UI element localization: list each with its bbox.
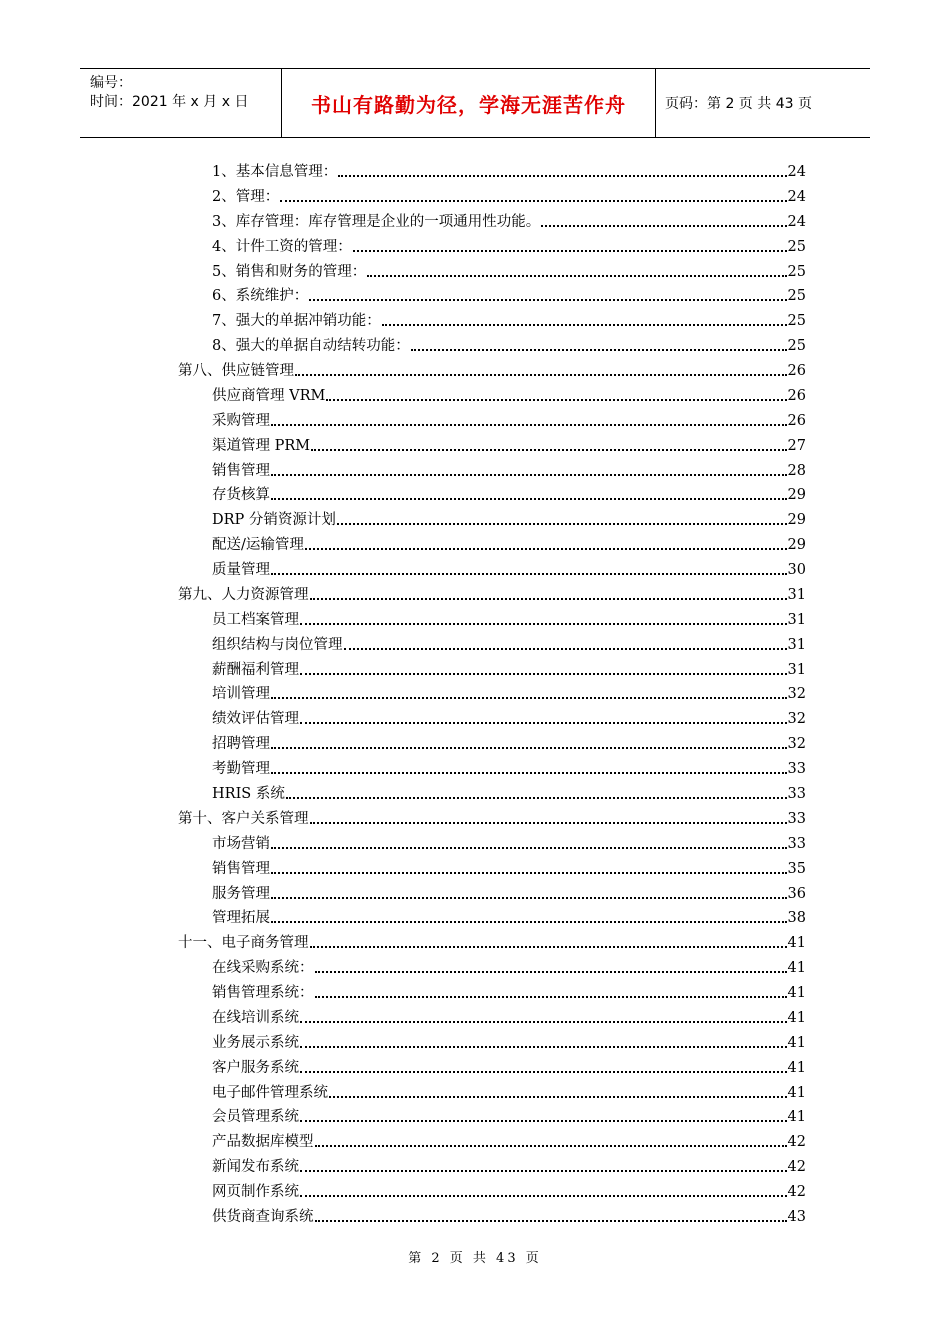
toc-leader-dots: [300, 1170, 787, 1172]
toc-entry-title: 销售管理: [212, 462, 270, 479]
toc-entry-title: 7、强大的单据冲销功能：: [212, 313, 381, 330]
toc-entry-page: 32: [787, 736, 806, 753]
toc-entry-title: 采购管理: [212, 412, 270, 429]
toc-entry-title: 在线培训系统: [212, 1009, 299, 1026]
toc-entry-page: 31: [787, 661, 806, 678]
toc-entry-title: 薪酬福利管理: [212, 661, 299, 678]
toc-entry[interactable]: [212, 978, 806, 1002]
toc-entry[interactable]: [178, 356, 806, 380]
toc-entry[interactable]: [212, 1028, 806, 1052]
toc-leader-dots: [338, 175, 786, 177]
toc-entry-title: 1、基本信息管理：: [212, 164, 338, 180]
toc-leader-dots: [280, 200, 786, 202]
toc-entry[interactable]: [212, 1177, 806, 1201]
toc-entry[interactable]: [212, 1078, 806, 1102]
toc-leader-dots: [271, 498, 787, 500]
toc-entry-page: 24: [787, 164, 806, 180]
toc-entry-title: 会员管理系统: [212, 1109, 299, 1126]
toc-entry[interactable]: [178, 580, 806, 604]
toc-entry-page: 32: [787, 711, 806, 728]
toc-entry[interactable]: [212, 754, 806, 778]
toc-entry-page: 41: [787, 1109, 806, 1126]
toc-entry-page: 25: [787, 338, 806, 355]
toc-entry-title: HRIS 系统: [212, 786, 285, 802]
toc-leader-dots: [541, 225, 786, 227]
toc-leader-dots: [271, 872, 787, 874]
header-motto: 书山有路勤为径，学海无涯苦作舟: [311, 92, 626, 117]
toc-entry-page: 42: [787, 1184, 806, 1201]
toc-entry-title: 供应商管理 VRM: [212, 387, 326, 404]
toc-leader-dots: [300, 1195, 787, 1197]
toc-entry-title: 业务展示系统: [212, 1034, 299, 1051]
toc-leader-dots: [300, 1021, 787, 1023]
toc-leader-dots: [367, 275, 786, 277]
toc-leader-dots: [353, 250, 787, 252]
toc-leader-dots: [310, 822, 787, 824]
toc-entry-title: 供货商查询系统: [212, 1208, 314, 1225]
toc-leader-dots: [315, 1220, 787, 1222]
toc-entry-title: 客户服务系统: [212, 1059, 299, 1076]
toc-entry[interactable]: [212, 903, 806, 927]
toc-entry-title: 渠道管理 PRM: [212, 437, 311, 454]
toc-entry-title: 存货核算: [212, 487, 270, 504]
toc-entry-page: 29: [787, 487, 806, 504]
toc-entry-title: 第八、供应链管理: [178, 363, 294, 380]
toc-entry[interactable]: [212, 854, 806, 878]
toc-entry-title: 市场营销: [212, 835, 270, 852]
toc-entry-title: 组织结构与岗位管理: [212, 636, 343, 653]
toc-entry-title: 第十、客户关系管理: [178, 810, 309, 827]
toc-leader-dots: [326, 399, 786, 401]
toc-entry[interactable]: [212, 655, 806, 679]
toc-entry[interactable]: [212, 1202, 806, 1226]
toc-leader-dots: [271, 573, 787, 575]
toc-entry[interactable]: [212, 1127, 806, 1151]
toc-leader-dots: [300, 623, 787, 625]
toc-entry-page: 25: [787, 263, 806, 280]
toc-leader-dots: [315, 996, 787, 998]
page-header: [80, 68, 870, 138]
toc-entry-title: 产品数据库模型: [212, 1134, 314, 1151]
toc-entry[interactable]: [212, 1102, 806, 1126]
toc-entry[interactable]: [212, 630, 806, 654]
toc-entry-title: 销售管理: [212, 860, 270, 877]
toc-entry-title: 6、系统维护：: [212, 288, 309, 305]
toc-entry[interactable]: [212, 953, 806, 977]
toc-entry[interactable]: [212, 431, 806, 455]
toc-entry-title: 管理拓展: [212, 910, 270, 927]
toc-leader-dots: [311, 449, 786, 451]
toc-entry[interactable]: [212, 306, 806, 330]
toc-entry-title: 3、库存管理：库存管理是企业的一项通用性功能。: [212, 213, 541, 230]
toc-entry-title: 考勤管理: [212, 761, 270, 778]
toc-entry[interactable]: [212, 1003, 806, 1027]
doc-time-label: 时间：2021 年 x 月 x 日: [90, 94, 249, 110]
toc-entry-page: 41: [787, 1034, 806, 1051]
toc-entry-page: 25: [787, 313, 806, 330]
toc-leader-dots: [309, 299, 786, 301]
toc-entry-page: 36: [787, 885, 806, 902]
toc-entry-title: 2、管理：: [212, 188, 280, 205]
toc-leader-dots: [271, 921, 787, 923]
toc-entry[interactable]: [212, 381, 806, 405]
toc-entry-page: 33: [787, 761, 806, 778]
toc-entry-title: 4、计件工资的管理：: [212, 238, 352, 255]
toc-entry-page: 38: [787, 910, 806, 927]
toc-entry[interactable]: [212, 779, 806, 803]
toc-entry-page: 31: [787, 636, 806, 653]
toc-entry[interactable]: [212, 480, 806, 504]
toc-entry-page: 25: [787, 238, 806, 255]
toc-entry-page: 25: [787, 288, 806, 305]
toc-entry[interactable]: [178, 804, 806, 828]
toc-leader-dots: [315, 971, 787, 973]
toc-leader-dots: [315, 1145, 787, 1147]
toc-entry[interactable]: [212, 729, 806, 753]
toc-entry[interactable]: [178, 928, 806, 952]
toc-entry-title: 新闻发布系统: [212, 1159, 299, 1176]
toc-entry-page: 33: [787, 786, 806, 802]
toc-leader-dots: [344, 648, 787, 650]
toc-leader-dots: [382, 324, 787, 326]
toc-entry-page: 24: [787, 188, 806, 205]
toc-entry-title: 电子邮件管理系统: [212, 1084, 328, 1101]
toc-entry[interactable]: [212, 704, 806, 728]
toc-leader-dots: [271, 772, 787, 774]
toc-leader-dots: [337, 523, 787, 525]
toc-leader-dots: [300, 1071, 787, 1073]
toc-entry-page: 41: [787, 960, 806, 977]
toc-entry[interactable]: [212, 331, 806, 355]
toc-leader-dots: [271, 474, 787, 476]
toc-leader-dots: [271, 747, 787, 749]
toc-leader-dots: [295, 374, 787, 376]
page-footer: 第 2 页 共 43 页: [408, 1251, 542, 1266]
toc-entry[interactable]: [212, 505, 806, 529]
toc-entry-title: 质量管理: [212, 562, 270, 579]
toc-entry-title: 配送/运输管理: [212, 537, 304, 554]
toc-entry-page: 41: [787, 1009, 806, 1026]
toc-entry-title: 十一、电子商务管理: [178, 935, 309, 952]
toc-entry-page: 28: [787, 462, 806, 479]
toc-entry-title: 在线采购系统：: [212, 960, 314, 977]
toc-entry[interactable]: [212, 679, 806, 703]
toc-entry-page: 35: [787, 860, 806, 877]
toc-entry-page: 29: [787, 537, 806, 554]
toc-entry[interactable]: [212, 406, 806, 430]
toc-entry[interactable]: [212, 530, 806, 554]
toc-entry-title: 绩效评估管理: [212, 711, 299, 728]
header-right-cell: [655, 69, 870, 137]
toc-leader-dots: [310, 598, 787, 600]
toc-entry-page: 41: [787, 1059, 806, 1076]
toc-entry-title: 员工档案管理: [212, 611, 299, 628]
toc-entry-page: 30: [787, 562, 806, 579]
toc-leader-dots: [329, 1096, 787, 1098]
toc-entry-page: 33: [787, 835, 806, 852]
toc-entry-page: 32: [787, 686, 806, 703]
doc-code-label: 编号：: [90, 75, 132, 91]
toc-entry-title: 8、强大的单据自动结转功能：: [212, 338, 410, 355]
toc-entry-title: 网页制作系统: [212, 1184, 299, 1201]
toc-entry-page: 41: [787, 985, 806, 1002]
toc-entry-title: 招聘管理: [212, 736, 270, 753]
toc-entry-title: 第九、人力资源管理: [178, 586, 309, 603]
toc-entry-title: 5、销售和财务的管理：: [212, 263, 367, 280]
toc-leader-dots: [271, 424, 787, 426]
toc-leader-dots: [271, 697, 787, 699]
toc-entry[interactable]: [212, 1053, 806, 1077]
toc-leader-dots: [271, 897, 787, 899]
header-middle-cell: [281, 69, 656, 137]
toc-entry-page: 24: [787, 213, 806, 230]
toc-entry-page: 26: [787, 387, 806, 404]
header-left-cell: [80, 69, 281, 137]
toc-entry[interactable]: [212, 157, 806, 181]
toc-entry[interactable]: [212, 605, 806, 629]
toc-entry[interactable]: [212, 232, 806, 256]
toc-entry[interactable]: [212, 207, 806, 231]
toc-entry-title: 服务管理: [212, 885, 270, 902]
toc-leader-dots: [300, 722, 787, 724]
toc-entry[interactable]: [212, 829, 806, 853]
toc-leader-dots: [300, 1046, 787, 1048]
toc-leader-dots: [300, 1120, 787, 1122]
toc-entry-page: 29: [787, 512, 806, 529]
toc-leader-dots: [300, 673, 787, 675]
toc-entry-page: 27: [787, 437, 806, 454]
toc-entry-title: 销售管理系统：: [212, 985, 314, 1002]
toc-entry-title: DRP 分销资源计划: [212, 512, 336, 529]
toc-entry-title: 培训管理: [212, 686, 270, 703]
toc-entry[interactable]: [212, 456, 806, 480]
toc-entry[interactable]: [212, 879, 806, 903]
toc-entry-page: 26: [787, 412, 806, 429]
toc-entry[interactable]: [212, 1152, 806, 1176]
toc-leader-dots: [411, 349, 787, 351]
toc-entry-page: 41: [787, 1084, 806, 1101]
toc-entry-page: 31: [787, 586, 806, 603]
toc-entry[interactable]: [212, 281, 806, 305]
toc-entry-page: 31: [787, 611, 806, 628]
toc-entry[interactable]: [212, 182, 806, 206]
toc-entry-page: 41: [787, 935, 806, 952]
toc-entry[interactable]: [212, 257, 806, 281]
toc-leader-dots: [271, 847, 787, 849]
toc-entry-page: 26: [787, 363, 806, 380]
toc-leader-dots: [310, 946, 787, 948]
toc-leader-dots: [305, 548, 787, 550]
header-page-label: 页码：第 2 页 共 43 页: [665, 96, 812, 112]
toc-entry-page: 43: [787, 1208, 806, 1225]
toc-entry-page: 42: [787, 1159, 806, 1176]
toc-leader-dots: [286, 797, 787, 799]
toc-entry[interactable]: [212, 555, 806, 579]
toc-entry-page: 42: [787, 1134, 806, 1151]
toc-entry-page: 33: [787, 810, 806, 827]
